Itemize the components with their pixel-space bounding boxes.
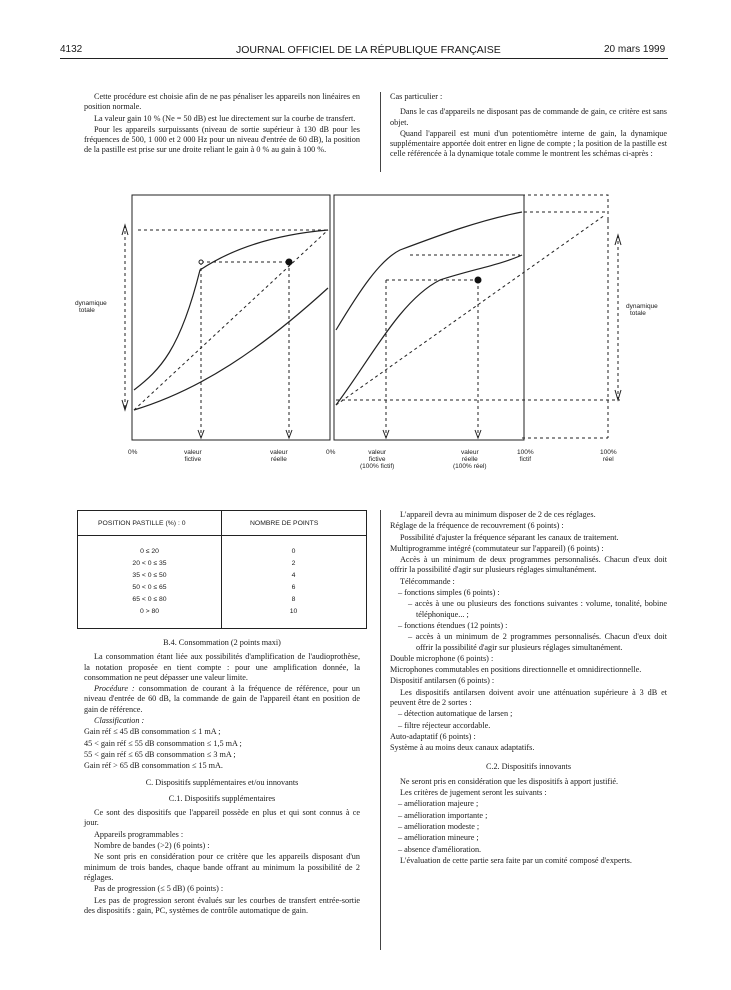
- paragraph: La valeur gain 10 % (Ne = 50 dB) est lue directement sur la courbe de transfert.: [94, 113, 356, 123]
- table-cell: 6: [291, 584, 296, 591]
- valeur-reelle-right: valeur réelle (100% réel): [453, 449, 487, 470]
- paragraph: L'évaluation de cette partie sera faite par un comité composé d'experts.: [400, 855, 632, 865]
- right-top-text: [390, 92, 667, 161]
- paragraph: Dans le cas d'appareils ne disposant pas de commande de gain, ce critère est sans objet.: [390, 107, 667, 127]
- paragraph: Quand l'appareil est muni d'un potentiomètre interne de gain, la dynamique supplémentaire apportée doit entrer en ligne de compte ; la position de la pastille est celle référencée à la dynamique totale comme le montrent les schémas ci-après :: [390, 128, 667, 159]
- paragraph: Procédure : consommation de courant à la fréquence de référence, pour un niveau d'entrée de 60 dB, la commande de gain de l'appareil étant en position de gain de référence.: [84, 684, 360, 714]
- table-cell: 20 < 0 ≤ 35: [132, 560, 167, 567]
- paragraph: Pour les appareils surpuissants (niveau de sortie supérieur à 130 dB pour les fréquences de 500, 1 000 et 2 000 Hz pour un niveau d'entrée de 60 dB), la position de la pastille est prise sur une droite reliant le gain à 0 % au gain à 100 %.: [84, 124, 360, 155]
- paragraph: Nombre de bandes (>2) (6 points) :: [94, 841, 210, 851]
- valeur-fictive-label: valeur fictive: [184, 449, 202, 463]
- paragraph: Ne sont pris en considération pour ce critère que les appareils disposant d'un minimum de trois bandes, chaque bande offrant au minimum la possibilité de 2 réglages.: [84, 852, 360, 882]
- list-item: – filtre réjecteur accordable.: [398, 720, 491, 730]
- section-heading: B.4. Consommation (2 points maxi): [163, 638, 281, 647]
- list-item: – amélioration importante ;: [398, 810, 488, 820]
- section-heading: C.2. Dispositifs innovants: [485, 761, 572, 771]
- paragraph: Double microphone (6 points) :: [390, 653, 494, 663]
- paragraph: Télécommande :: [400, 576, 455, 586]
- classification-line: Gain réf > 65 dB consommation ≤ 15 mA.: [84, 761, 223, 771]
- upper-curve: [134, 230, 328, 390]
- paragraph: Ne seront pris en considération que les dispositifs à apport justifié.: [400, 776, 619, 786]
- table-cell: 2: [291, 560, 296, 567]
- table-header-position: POSITION PASTILLE (%) : 0: [98, 520, 186, 527]
- paragraph: Ce sont des dispositifs que l'appareil possède en plus et qui sont connus à ce jour.: [84, 808, 360, 828]
- real-point-right: [475, 277, 482, 284]
- table-cell: 0 ≤ 20: [140, 548, 159, 555]
- table-header-points: NOMBRE DE POINTS: [250, 520, 319, 527]
- paragraph: L'appareil devra au minimum disposer de 2 de ces réglages.: [400, 510, 596, 519]
- paragraph: Possibilité d'ajuster la fréquence séparant les canaux de traitement.: [400, 532, 619, 542]
- table-cell: 35 < 0 ≤ 50: [132, 572, 167, 579]
- right-plot-frame: [334, 195, 524, 440]
- paragraph: Appareils programmables :: [94, 829, 184, 839]
- list-item: – fonctions étendues (12 points) :: [398, 620, 508, 630]
- left-top-text: [84, 92, 360, 157]
- fictif-100-label: 100% fictif: [517, 449, 534, 463]
- paragraph: Auto-adaptatif (6 points) :: [390, 731, 476, 741]
- table-cell: 8: [291, 596, 296, 603]
- table-cell: 0: [291, 548, 296, 555]
- list-item: – amélioration modeste ;: [398, 822, 480, 832]
- list-item: – détection automatique de larsen ;: [398, 709, 513, 719]
- paragraph: Accès à un minimum de deux programmes personnalisés. Chacun d'eux doit offrir la possibilité d'agir sur plusieurs réglages simultanément.: [390, 555, 667, 575]
- reel-100-label: 100% réel: [600, 449, 617, 463]
- paragraph: Les pas de progression seront évalués sur les courbes de transfert entrée-sortie des dispositifs : gain, PC, systèmes de contrôle automatique de gain.: [84, 895, 360, 915]
- list-item: – amélioration majeure ;: [398, 799, 479, 809]
- paragraph: Cas particulier :: [390, 92, 443, 101]
- valeur-reelle-label: valeur réelle: [270, 449, 288, 463]
- list-item: – absence d'amélioration.: [398, 844, 482, 854]
- list-item: – accès à une ou plusieurs des fonctions suivantes : volume, tonalité, bobine téléphonique... ;: [408, 599, 667, 619]
- paragraph: La consommation étant liée aux possibilités d'amplification de l'audioprothèse, la notation proposée en tient compte : pour une amplification donnée, la consommation ne peut dépasser une valeur limite.: [84, 652, 360, 682]
- transfer-curves-figure: [60, 180, 680, 490]
- table-cell: 0 > 80: [139, 608, 160, 615]
- issue-date: 20 mars 1999: [604, 44, 666, 55]
- list-item: – fonctions simples (6 points) :: [398, 588, 500, 598]
- table-cell: 50 < 0 ≤ 65: [132, 584, 167, 591]
- paragraph: Système à au moins deux canaux adaptatifs.: [390, 743, 535, 753]
- lower-curve: [134, 288, 328, 410]
- left-plot-frame: [132, 195, 330, 440]
- right-bottom-text: [390, 510, 667, 867]
- points-table: [77, 510, 367, 629]
- reference-line: [134, 230, 328, 410]
- right-axis-label: dynamique totale: [626, 303, 658, 317]
- header-rule: [60, 58, 668, 59]
- upper-curve-right: [336, 212, 522, 330]
- classification-label: Classification :: [94, 716, 145, 726]
- paragraph: Les dispositifs antilarsen doivent avoir une atténuation supérieure à 3 dB et peuvent être de 2 sortes :: [390, 687, 667, 708]
- classification-line: Gain réf ≤ 45 dB consommation ≤ 1 mA ;: [84, 727, 221, 737]
- column-separator: [380, 510, 381, 950]
- classification-line: 55 < gain réf ≤ 65 dB consommation ≤ 3 mA ;: [84, 749, 236, 759]
- table-cell: 4: [291, 572, 296, 579]
- section-heading: C. Dispositifs supplémentaires et/ou innovants: [145, 777, 299, 787]
- reference-line-right: [336, 215, 605, 405]
- column-separator: [380, 92, 381, 172]
- real-point: [286, 259, 293, 266]
- section-heading: C.1. Dispositifs supplémentaires: [168, 793, 276, 803]
- paragraph: Les critères de jugement seront les suivants :: [400, 788, 547, 798]
- left-bottom-text: [84, 638, 360, 917]
- paragraph: Multiprogramme intégré (commutateur sur l'appareil) (6 points) :: [390, 543, 604, 553]
- journal-title: JOURNAL OFFICIEL DE LA RÉPUBLIQUE FRANÇAISE: [236, 44, 501, 56]
- classification-line: 45 < gain réf ≤ 55 dB consommation ≤ 1,5 mA ;: [84, 738, 242, 748]
- paragraph: Cette procédure est choisie afin de ne pas pénaliser les appareils non linéaires en position normale.: [84, 92, 360, 112]
- table-cell: 65 < 0 ≤ 80: [132, 596, 167, 603]
- x-origin-right: 0%: [326, 449, 336, 456]
- x-origin-left: 0%: [128, 449, 138, 456]
- paragraph: Pas de progression (≤ 5 dB) (6 points) :: [94, 884, 224, 894]
- list-item: – amélioration mineure ;: [398, 833, 479, 843]
- top-extension: [522, 195, 608, 220]
- table-cell: 10: [289, 608, 298, 615]
- valeur-fictive-right: valeur fictive (100% fictif): [360, 449, 395, 470]
- list-item: – accès à un minimum de 2 programmes personnalisés. Chacun d'eux doit offrir la possibilité d'agir sur plusieurs réglages simultanément.: [408, 632, 667, 652]
- page-number: 4132: [60, 44, 83, 55]
- paragraph: Dispositif antilarsen (6 points) :: [390, 676, 495, 686]
- lower-curve-right: [336, 255, 522, 405]
- paragraph: Microphones commutables en positions directionnelle et omnidirectionnelle.: [390, 665, 642, 675]
- paragraph: Réglage de la fréquence de recouvrement (6 points) :: [390, 521, 564, 531]
- left-axis-label: dynamique totale: [75, 300, 107, 314]
